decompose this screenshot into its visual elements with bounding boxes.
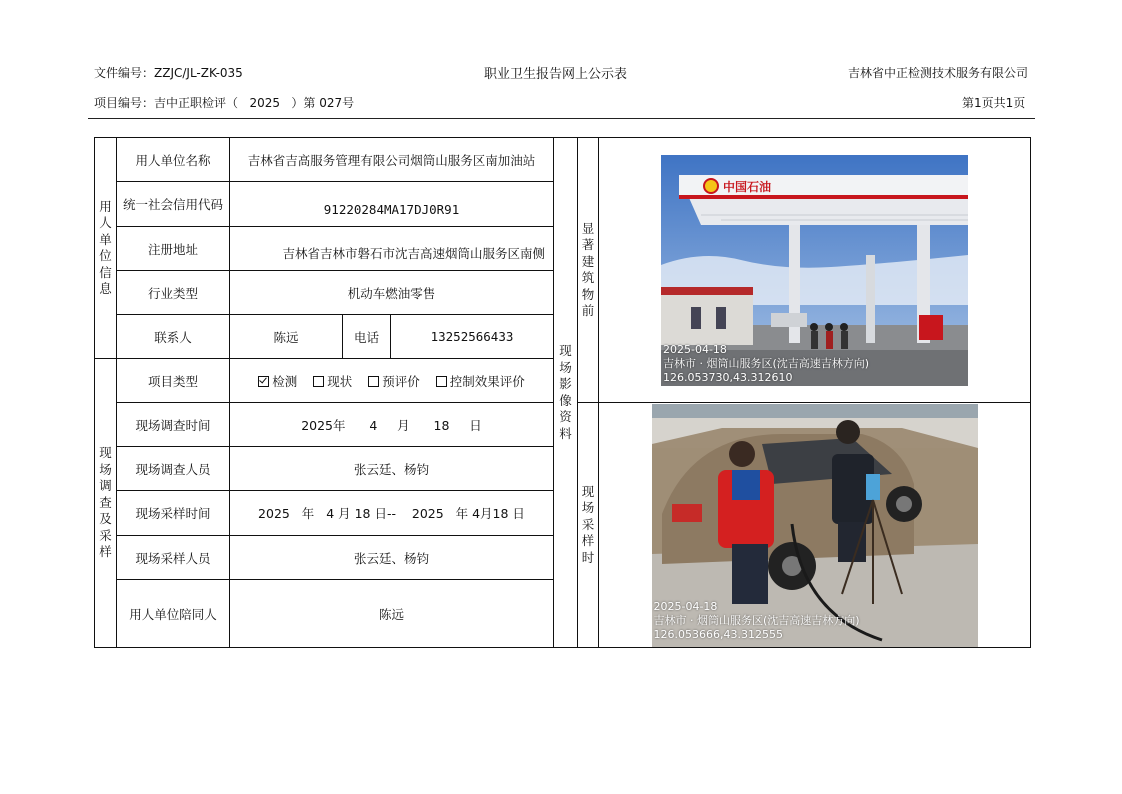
vertical-label-char: 场 — [99, 461, 112, 477]
disclosure-table — [94, 137, 1031, 648]
address-value: 吉林省吉林市磐石市沈吉高速烟筒山服务区南侧 — [230, 227, 554, 271]
survey-sampling-section-label — [95, 359, 117, 648]
building-front-photo-cell — [599, 138, 1031, 403]
site-images-section-label — [554, 138, 578, 648]
document-number: 文件编号：ZZJC/JL-ZK-035 — [94, 66, 243, 80]
vertical-label-char: 著 — [581, 237, 595, 252]
samplers-label: 现场采样人员 — [117, 536, 230, 580]
surveyors-value: 张云廷、杨钧 — [230, 447, 554, 491]
sampling-time-value: 2025 年 4 月 18 日-- 2025 年 4月18 日 — [230, 491, 554, 536]
survey-time-label: 现场调查时间 — [117, 403, 230, 447]
photo2-watermark-coords: 126.053666,43.312555 — [653, 627, 783, 641]
credit-code-value: 91220284MA17DJ0R91 — [230, 182, 554, 227]
during-sampling-label — [578, 403, 599, 648]
phone-value: 13252566433 — [391, 315, 554, 359]
vertical-label-char: 及 — [99, 511, 112, 527]
vertical-label-char: 用 — [99, 198, 112, 214]
gas-station-photo — [661, 155, 968, 386]
vertical-label-char: 息 — [99, 281, 112, 296]
vertical-label-char: 影 — [559, 376, 572, 391]
employer-name-label: 用人单位名称 — [117, 138, 230, 182]
survey-time-value: 2025年 4 月 18 日 — [230, 403, 554, 447]
project-type-label: 项目类型 — [117, 359, 230, 403]
vertical-label-char: 场 — [559, 359, 572, 375]
vertical-label-char: 人 — [99, 215, 112, 230]
vertical-label-char: 筑 — [581, 270, 595, 285]
vertical-label-char: 位 — [99, 248, 112, 263]
project-type-option[interactable]: 现状 — [313, 374, 352, 389]
vertical-label-char: 样 — [99, 544, 112, 560]
vertical-label-char: 信 — [99, 264, 112, 280]
photo2-watermark-place: 吉林市 · 烟筒山服务区(沈吉高速吉林方向) — [653, 613, 860, 627]
vertical-label-char: 料 — [559, 425, 572, 441]
sampling-time-label: 现场采样时间 — [117, 491, 230, 536]
vertical-label-char: 单 — [99, 231, 112, 247]
vertical-label-char: 采 — [581, 516, 595, 532]
vertical-label-char: 前 — [581, 303, 595, 318]
project-type-option[interactable]: 检测 — [258, 374, 297, 389]
photo1-watermark-coords: 126.053730,43.312610 — [663, 370, 793, 384]
document-title: 职业卫生报告网上公示表 — [484, 67, 628, 82]
vertical-label-char: 查 — [99, 494, 112, 510]
credit-code-label: 统一社会信用代码 — [117, 182, 230, 227]
employer-info-section-label — [95, 138, 117, 359]
vertical-label-char: 建 — [581, 253, 595, 269]
vertical-label-char: 现 — [559, 343, 572, 358]
vertical-label-char: 像 — [559, 392, 572, 408]
samplers-value: 张云廷、杨钧 — [230, 536, 554, 580]
project-type-option[interactable]: 预评价 — [368, 374, 420, 389]
photo2-watermark-date: 2025-04-18 — [653, 599, 718, 613]
project-type-option[interactable]: 控制效果评价 — [436, 374, 525, 389]
industry-label: 行业类型 — [117, 271, 230, 315]
canopy-sign-text: 中国石油 — [723, 179, 772, 194]
contact-label: 联系人 — [117, 315, 230, 359]
contact-value: 陈远 — [230, 315, 343, 359]
page-indicator: 第1页共1页 — [962, 96, 1026, 110]
checkbox-icon[interactable] — [313, 376, 324, 387]
employer-name-value: 吉林省吉高服务管理有限公司烟筒山服务区南加油站 — [230, 138, 554, 182]
vertical-label-char: 现 — [99, 445, 112, 461]
project-number: 项目编号：吉中正职检评（ 2025 ）第 027号 — [94, 96, 355, 110]
vertical-label-char: 样 — [581, 533, 595, 549]
vertical-label-char: 时 — [581, 549, 595, 565]
header-divider — [88, 118, 1035, 119]
vertical-label-char: 现 — [581, 483, 595, 499]
escort-label: 用人单位陪同人 — [117, 580, 230, 648]
vertical-label-char: 场 — [581, 500, 595, 516]
company-name: 吉林省中正检测技术服务有限公司 — [848, 66, 1029, 80]
industry-value: 机动车燃油零售 — [230, 271, 554, 315]
vertical-label-char: 物 — [581, 286, 595, 302]
sampling-photo-cell — [599, 403, 1031, 648]
address-label: 注册地址 — [117, 227, 230, 271]
checkbox-icon[interactable] — [368, 376, 379, 387]
checkbox-icon[interactable] — [436, 376, 447, 387]
escort-value: 陈远 — [230, 580, 554, 648]
checkbox-icon[interactable] — [258, 376, 269, 387]
project-type-options — [230, 359, 554, 403]
photo1-watermark-place: 吉林市 · 烟筒山服务区(沈吉高速吉林方向) — [663, 356, 870, 370]
building-front-label — [578, 138, 599, 403]
sampling-photo — [652, 404, 978, 647]
phone-label: 电话 — [343, 315, 391, 359]
surveyors-label: 现场调查人员 — [117, 447, 230, 491]
vertical-label-char: 调 — [99, 478, 112, 494]
vertical-label-char: 采 — [99, 527, 112, 543]
photo1-watermark-date: 2025-04-18 — [663, 342, 727, 356]
vertical-label-char: 显 — [581, 220, 595, 236]
vertical-label-char: 资 — [559, 409, 572, 424]
